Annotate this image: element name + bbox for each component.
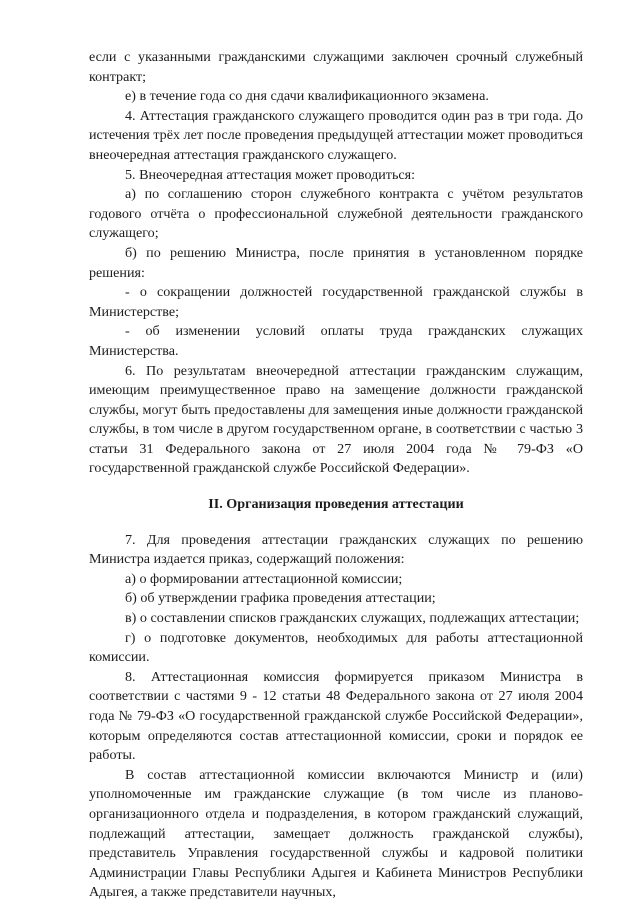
paragraph-7-item-a: а) о формировании аттестационной комиссии;	[125, 570, 403, 587]
paragraph-5-item-a: а) по соглашению сторон служебного контракта с учётом результатов годового отчёта о профессиональной служебной деятельности гражданского служащего;	[89, 186, 583, 242]
paragraph-7-item-b: б) об утверждении графика проведения аттестации;	[125, 590, 436, 607]
paragraph-contract-continuation: если с указанными гражданскими служащими заключен срочный служебный контракт;	[89, 49, 583, 85]
paragraph-5: 5. Внеочередная аттестация может проводиться:	[125, 166, 416, 183]
paragraph-7-item-g: г) о подготовке документов, необходимых для работы аттестационной комиссии.	[89, 629, 583, 666]
section-heading: II. Организация проведения аттестации	[208, 496, 464, 513]
paragraph-6: 6. По результатам внеочередной аттестации гражданским служащим, имеющим преимущественное право на замещение должности гражданской службы, могут быть предоставлены для замещения иные должности гражданской службы, в том числе в другом государственном органе, в соответствии с частью 3 статьи 31 Федерального закона от 27 июля 2004 года № 79-ФЗ «О государственной гражданской службе Российской Федерации».	[89, 362, 583, 477]
paragraph-5-dash-1: - о сокращении должностей государственной гражданской службы в Министерстве;	[89, 284, 583, 320]
paragraph-item-e: е) в течение года со дня сдачи квалификационного экзамена.	[125, 88, 489, 105]
paragraph-8: 8. Аттестационная комиссия формируется приказом Министра в соответствии с частями 9 - 12 статьи 48 Федерального закона от 27 июля 2004 года № 79-ФЗ «О государственной гражданской службе Российской Федерации», которым определяются состав аттестационной комиссии, сроки и порядок ее работы.	[89, 668, 583, 764]
paragraph-commission-composition: В состав аттестационной комиссии включаются Министр и (или) уполномоченные им гражданские служащие (в том числе из планово-организационного отдела и подразделения, в котором гражданский служащий, подлежащий аттестации, замещает должность гражданской службы), представитель Управления государственной службы и кадровой политики Администрации Главы Республики Адыгея и Кабинета Министров Республики Адыгея, а также представители научных,	[89, 766, 583, 901]
paragraph-5-item-b: б) по решению Министра, после принятия в установленном порядке решения:	[89, 244, 583, 281]
paragraph-4: 4. Аттестация гражданского служащего проводится один раз в три года. До истечения трёх лет после проведения предыдущей аттестации может проводиться внеочередная аттестация гражданского служащего.	[89, 107, 583, 163]
document-body	[89, 48, 583, 903]
paragraph-7: 7. Для проведения аттестации гражданских служащих по решению Министра издается приказ, содержащий положения:	[89, 531, 583, 568]
paragraph-5-dash-2: - об изменении условий оплаты труда гражданских служащих Министерства.	[89, 323, 583, 359]
paragraph-7-item-v: в) о составлении списков гражданских служащих, подлежащих аттестации;	[125, 610, 580, 627]
